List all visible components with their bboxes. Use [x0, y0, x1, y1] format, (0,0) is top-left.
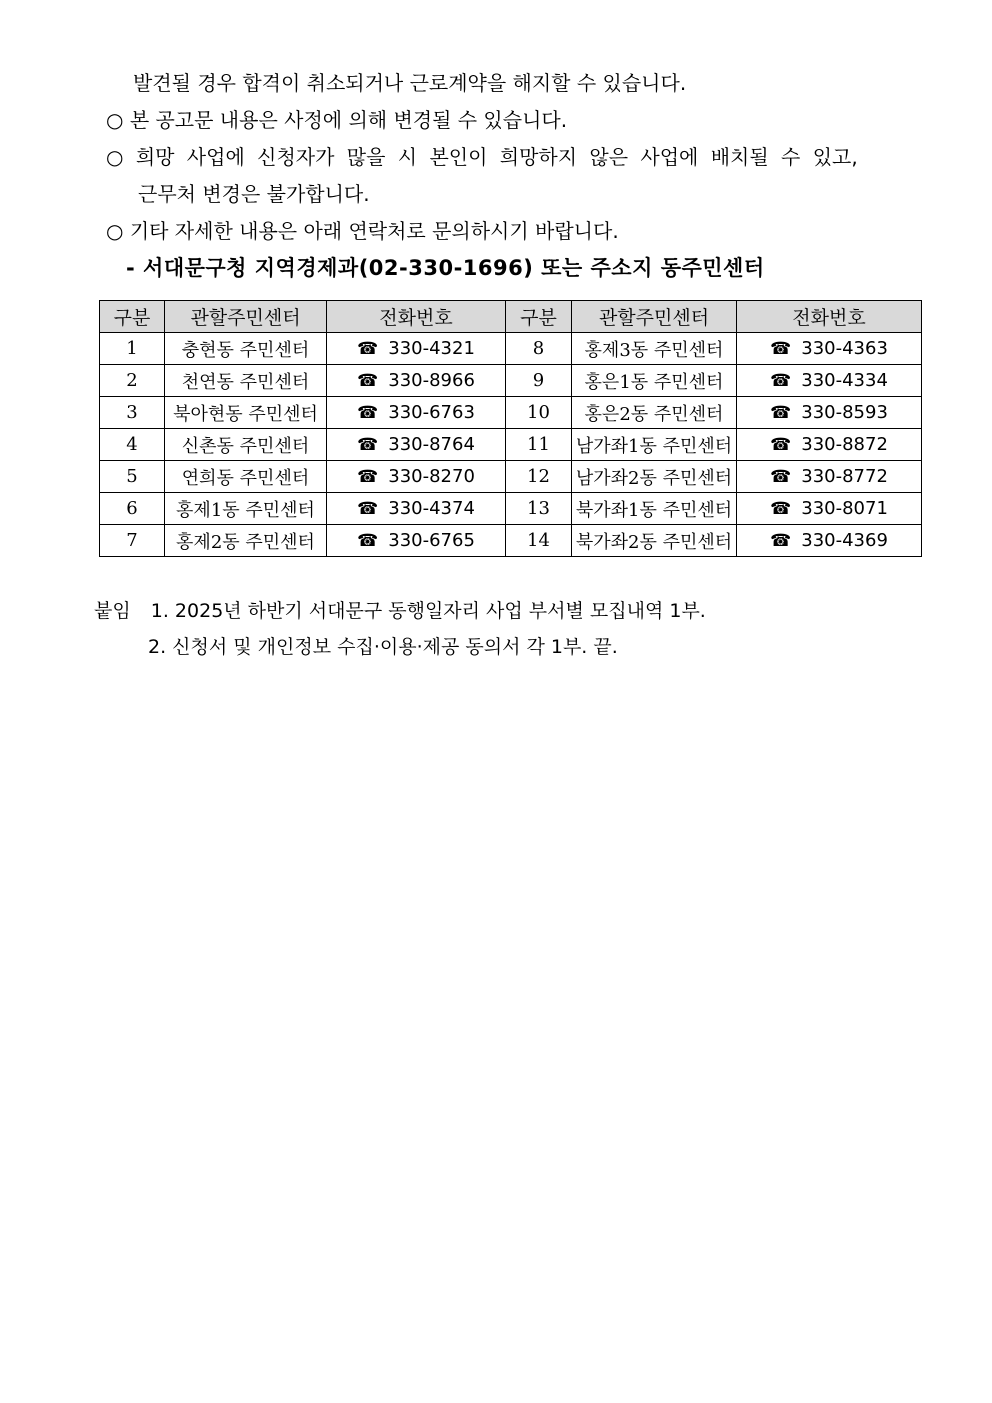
number-cell: 3	[100, 397, 165, 429]
table-header-row	[100, 301, 922, 333]
phone-cell	[327, 365, 506, 397]
phone-number: 330-4369	[801, 530, 888, 551]
phone-number: 330-4321	[388, 338, 475, 359]
center-name-cell: 충현동 주민센터	[165, 333, 327, 365]
notice-line-3	[106, 144, 858, 170]
attachment-item: 1. 2025년 하반기 서대문구 동행일자리 사업 부서별 모집내역 1부.	[150, 600, 706, 622]
phone-cell	[327, 333, 506, 365]
center-name-cell: 홍제3동 주민센터	[572, 333, 737, 365]
number-cell: 8	[506, 333, 572, 365]
table-row	[100, 461, 922, 493]
telephone-icon: ☎	[770, 499, 792, 519]
phone-number: 330-6765	[388, 530, 475, 551]
phone-cell	[737, 493, 922, 525]
number-cell: 9	[506, 365, 572, 397]
phone-number: 330-8270	[388, 466, 475, 487]
telephone-icon: ☎	[770, 467, 792, 487]
phone-number: 330-8071	[801, 498, 888, 519]
phone-cell	[327, 525, 506, 557]
phone-cell	[327, 429, 506, 461]
phone-cell	[327, 461, 506, 493]
center-name-cell: 북아현동 주민센터	[165, 397, 327, 429]
table-row	[100, 429, 922, 461]
notice-text: 기타 자세한 내용은 아래 연락처로 문의하시기 바랍니다.	[129, 219, 619, 243]
community-center-table	[99, 300, 922, 557]
contact-line: - 서대문구청 지역경제과(02-330-1696) 또는 주소지 동주민센터	[126, 256, 765, 280]
center-name-cell: 연희동 주민센터	[165, 461, 327, 493]
header-phone: 전화번호	[737, 301, 922, 333]
number-cell: 11	[506, 429, 572, 461]
bullet-circle-icon: ○	[106, 145, 124, 169]
table-row	[100, 333, 922, 365]
phone-cell	[737, 333, 922, 365]
phone-cell	[737, 429, 922, 461]
phone-cell	[327, 493, 506, 525]
number-cell: 12	[506, 461, 572, 493]
center-name-cell: 남가좌1동 주민센터	[572, 429, 737, 461]
center-name-cell: 북가좌1동 주민센터	[572, 493, 737, 525]
attachment-item: 2. 신청서 및 개인정보 수집·이용·제공 동의서 각 1부. 끝.	[148, 636, 618, 658]
number-cell: 6	[100, 493, 165, 525]
notice-text: 희망 사업에 신청자가 많을 시 본인이 희망하지 않은 사업에 배치될 수 있고,	[135, 145, 858, 169]
header-number: 구분	[100, 301, 165, 333]
phone-number: 330-4374	[388, 498, 475, 519]
table-row	[100, 365, 922, 397]
phone-cell	[737, 365, 922, 397]
number-cell: 10	[506, 397, 572, 429]
telephone-icon: ☎	[357, 403, 379, 423]
number-cell: 2	[100, 365, 165, 397]
attachments-label: 붙임	[94, 600, 131, 622]
phone-number: 330-8772	[801, 466, 888, 487]
notice-text: 근무처 변경은 불가합니다.	[138, 182, 370, 206]
telephone-icon: ☎	[357, 339, 379, 359]
header-center: 관할주민센터	[165, 301, 327, 333]
notice-line-4	[138, 181, 370, 207]
phone-number: 330-8764	[388, 434, 475, 455]
header-center: 관할주민센터	[572, 301, 737, 333]
center-name-cell: 신촌동 주민센터	[165, 429, 327, 461]
center-name-cell: 홍은1동 주민센터	[572, 365, 737, 397]
header-phone: 전화번호	[327, 301, 506, 333]
phone-number: 330-8593	[801, 402, 888, 423]
number-cell: 1	[100, 333, 165, 365]
center-name-cell: 천연동 주민센터	[165, 365, 327, 397]
header-number: 구분	[506, 301, 572, 333]
notice-text: 발견될 경우 합격이 취소되거나 근로계약을 해지할 수 있습니다.	[133, 71, 687, 95]
telephone-icon: ☎	[357, 371, 379, 391]
center-name-cell: 홍제1동 주민센터	[165, 493, 327, 525]
number-cell: 4	[100, 429, 165, 461]
number-cell: 13	[506, 493, 572, 525]
center-name-cell: 홍은2동 주민센터	[572, 397, 737, 429]
bullet-circle-icon: ○	[106, 108, 124, 132]
center-name-cell: 남가좌2동 주민센터	[572, 461, 737, 493]
number-cell: 5	[100, 461, 165, 493]
phone-number: 330-8966	[388, 370, 475, 391]
table-row	[100, 525, 922, 557]
telephone-icon: ☎	[770, 435, 792, 455]
number-cell: 14	[506, 525, 572, 557]
phone-number: 330-4363	[801, 338, 888, 359]
center-name-cell: 북가좌2동 주민센터	[572, 525, 737, 557]
attachments-2	[148, 632, 618, 659]
table-row	[100, 493, 922, 525]
phone-cell	[737, 525, 922, 557]
attachments	[94, 596, 706, 623]
telephone-icon: ☎	[357, 531, 379, 551]
telephone-icon: ☎	[357, 467, 379, 487]
telephone-icon: ☎	[770, 403, 792, 423]
phone-number: 330-6763	[388, 402, 475, 423]
phone-number: 330-8872	[801, 434, 888, 455]
number-cell: 7	[100, 525, 165, 557]
telephone-icon: ☎	[770, 371, 792, 391]
phone-cell	[737, 397, 922, 429]
notice-text: 본 공고문 내용은 사정에 의해 변경될 수 있습니다.	[129, 108, 568, 132]
telephone-icon: ☎	[770, 531, 792, 551]
notice-line-5	[106, 218, 619, 244]
bullet-circle-icon: ○	[106, 219, 124, 243]
notice-line-2	[106, 107, 567, 133]
center-name-cell: 홍제2동 주민센터	[165, 525, 327, 557]
phone-cell	[327, 397, 506, 429]
telephone-icon: ☎	[357, 435, 379, 455]
table-row	[100, 397, 922, 429]
phone-cell	[737, 461, 922, 493]
telephone-icon: ☎	[357, 499, 379, 519]
telephone-icon: ☎	[770, 339, 792, 359]
notice-line-1	[133, 70, 686, 96]
phone-number: 330-4334	[801, 370, 888, 391]
